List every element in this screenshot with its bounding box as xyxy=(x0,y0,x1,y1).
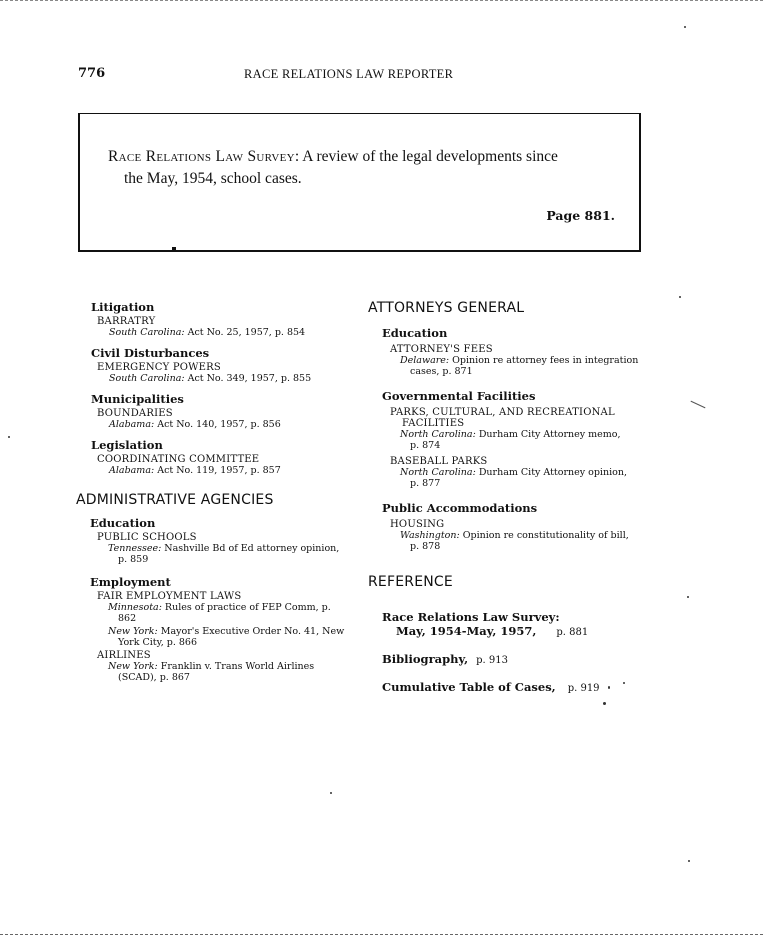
baseball-parks-topic: BASEBALL PARKS xyxy=(390,456,488,467)
delaware-entry xyxy=(382,355,640,377)
entry-continuation: p. 877 xyxy=(410,478,441,489)
entry-state: New York: xyxy=(108,661,158,672)
scan-speck xyxy=(679,296,681,298)
scan-mark xyxy=(172,247,176,251)
survey-title: Race Relations Law Survey xyxy=(108,148,295,165)
scan-speck xyxy=(684,26,686,28)
public-schools-topic: PUBLIC SCHOOLS xyxy=(97,532,197,543)
ag-education-heading: Education xyxy=(382,326,448,340)
survey-box xyxy=(78,113,641,252)
housing-topic: HOUSING xyxy=(390,519,445,530)
entry-text: Opinion re constitutionality of bill, xyxy=(459,530,629,541)
emergency-powers-topic: EMERGENCY POWERS xyxy=(97,362,221,373)
entry-state: Delaware: xyxy=(400,355,450,366)
entry-state: North Carolina: xyxy=(400,429,476,440)
scan-speck xyxy=(688,860,690,862)
scan-speck xyxy=(603,702,606,705)
employment-heading: Employment xyxy=(90,575,171,589)
entry-text: Rules of practice of FEP Comm, p. xyxy=(161,602,331,613)
durham-memo-entry xyxy=(382,429,640,451)
admin-education-heading: Education xyxy=(90,516,156,530)
entry-continuation: p. 859 xyxy=(118,554,149,565)
survey-line1: : A review of the legal developments since xyxy=(294,148,558,165)
barratry-topic: BARRATRY xyxy=(97,316,156,327)
entry-state: South Carolina: xyxy=(109,373,185,384)
scan-speck xyxy=(330,792,332,794)
cumulative-table-ref xyxy=(382,680,643,694)
entry-text: Act No. 349, 1957, p. 855 xyxy=(184,373,312,384)
survey-ref-line2 xyxy=(382,624,643,638)
ag-education-block xyxy=(368,326,643,377)
boundaries-topic: BOUNDARIES xyxy=(97,408,173,419)
cumulative-label: Cumulative Table of Cases, xyxy=(382,680,556,694)
entry-text: Nashville Bd of Ed attorney opinion, xyxy=(161,543,340,554)
admin-education-block xyxy=(76,516,356,565)
right-column xyxy=(368,300,643,694)
employment-block xyxy=(76,575,356,683)
entry-state: Alabama: xyxy=(109,419,155,430)
legislation-heading: Legislation xyxy=(91,438,163,452)
governmental-facilities-block xyxy=(368,389,643,489)
running-title: RACE RELATIONS LAW REPORTER xyxy=(244,67,454,81)
survey-description xyxy=(108,146,628,190)
boundaries-entry xyxy=(91,419,356,430)
coordinating-committee-topic: COORDINATING COMMITTEE xyxy=(97,454,260,465)
bottom-scan-edge xyxy=(0,934,763,935)
survey-ref-page: p. 881 xyxy=(556,627,589,638)
governmental-facilities-heading: Governmental Facilities xyxy=(382,389,536,403)
entry-text: Durham City Attorney opinion, xyxy=(475,467,627,478)
civil-disturbances-block xyxy=(76,346,356,384)
litigation-block xyxy=(76,300,356,338)
municipalities-heading: Municipalities xyxy=(91,392,184,406)
emergency-powers-entry xyxy=(91,373,356,384)
litigation-heading: Litigation xyxy=(91,300,155,314)
administrative-agencies-heading: ADMINISTRATIVE AGENCIES xyxy=(76,492,274,508)
bibliography-ref xyxy=(382,652,643,666)
survey-ref-line1: Race Relations Law Survey: xyxy=(382,610,560,624)
entry-text: Mayor's Executive Order No. 41, New xyxy=(157,626,345,637)
survey-ref-dates: May, 1954-May, 1957, xyxy=(396,624,537,638)
entry-state: Minnesota: xyxy=(108,602,162,613)
survey-page-ref: Page 881. xyxy=(546,208,615,223)
page-number: 776 xyxy=(78,66,106,81)
scan-speck xyxy=(687,596,689,598)
bibliography-label: Bibliography, xyxy=(382,652,469,666)
attorneys-general-heading: ATTORNEYS GENERAL xyxy=(368,300,525,316)
entry-state: Tennessee: xyxy=(108,543,162,554)
entry-continuation: York City, p. 866 xyxy=(118,637,198,648)
coordinating-committee-entry xyxy=(91,465,356,476)
minnesota-entry xyxy=(90,602,348,624)
scan-mark xyxy=(691,401,706,409)
new-york-mayor-entry xyxy=(90,626,348,648)
durham-opinion-entry xyxy=(382,467,640,489)
fair-employment-topic: FAIR EMPLOYMENT LAWS xyxy=(97,591,242,602)
left-column xyxy=(76,300,356,683)
entry-continuation: p. 878 xyxy=(410,541,441,552)
municipalities-block xyxy=(76,392,356,430)
cumulative-page: p. 919 xyxy=(567,683,600,694)
entry-state: Washington: xyxy=(400,530,460,541)
reference-block xyxy=(368,610,643,694)
entry-continuation: cases, p. 871 xyxy=(410,366,473,377)
entry-text: Opinion re attorney fees in integration xyxy=(449,355,639,366)
attorneys-fees-topic: ATTORNEY'S FEES xyxy=(390,344,493,355)
reference-heading: REFERENCE xyxy=(368,574,453,590)
entry-continuation: (SCAD), p. 867 xyxy=(118,672,190,683)
entry-text: Act No. 25, 1957, p. 854 xyxy=(184,327,306,338)
entry-state: New York: xyxy=(108,626,158,637)
parks-topic-continuation: FACILITIES xyxy=(402,418,465,429)
scan-speck xyxy=(8,436,10,438)
parks-topic: PARKS, CULTURAL, AND RECREATIONAL xyxy=(390,407,615,418)
top-scan-edge xyxy=(0,0,763,1)
survey-line2: the May, 1954, school cases. xyxy=(124,170,302,187)
barratry-entry xyxy=(91,327,356,338)
civil-disturbances-heading: Civil Disturbances xyxy=(91,346,210,360)
entry-state: Alabama: xyxy=(109,465,155,476)
entry-text: Durham City Attorney memo, xyxy=(475,429,621,440)
entry-continuation: p. 874 xyxy=(410,440,441,451)
entry-text: Act No. 140, 1957, p. 856 xyxy=(154,419,281,430)
entry-text: Franklin v. Trans World Airlines xyxy=(157,661,315,672)
franklin-entry xyxy=(90,661,348,683)
entry-continuation: 862 xyxy=(118,613,137,624)
entry-state: North Carolina: xyxy=(400,467,476,478)
washington-entry xyxy=(382,530,640,552)
public-accommodations-heading: Public Accommodations xyxy=(382,501,538,515)
legislation-block xyxy=(76,438,356,476)
entry-state: South Carolina: xyxy=(109,327,185,338)
bibliography-page: p. 913 xyxy=(476,655,508,666)
airlines-topic: AIRLINES xyxy=(97,650,151,661)
scan-speck xyxy=(608,686,610,689)
public-accommodations-block xyxy=(368,501,643,552)
scan-speck xyxy=(623,682,625,684)
entry-text: Act No. 119, 1957, p. 857 xyxy=(154,465,281,476)
public-schools-entry xyxy=(90,543,356,565)
